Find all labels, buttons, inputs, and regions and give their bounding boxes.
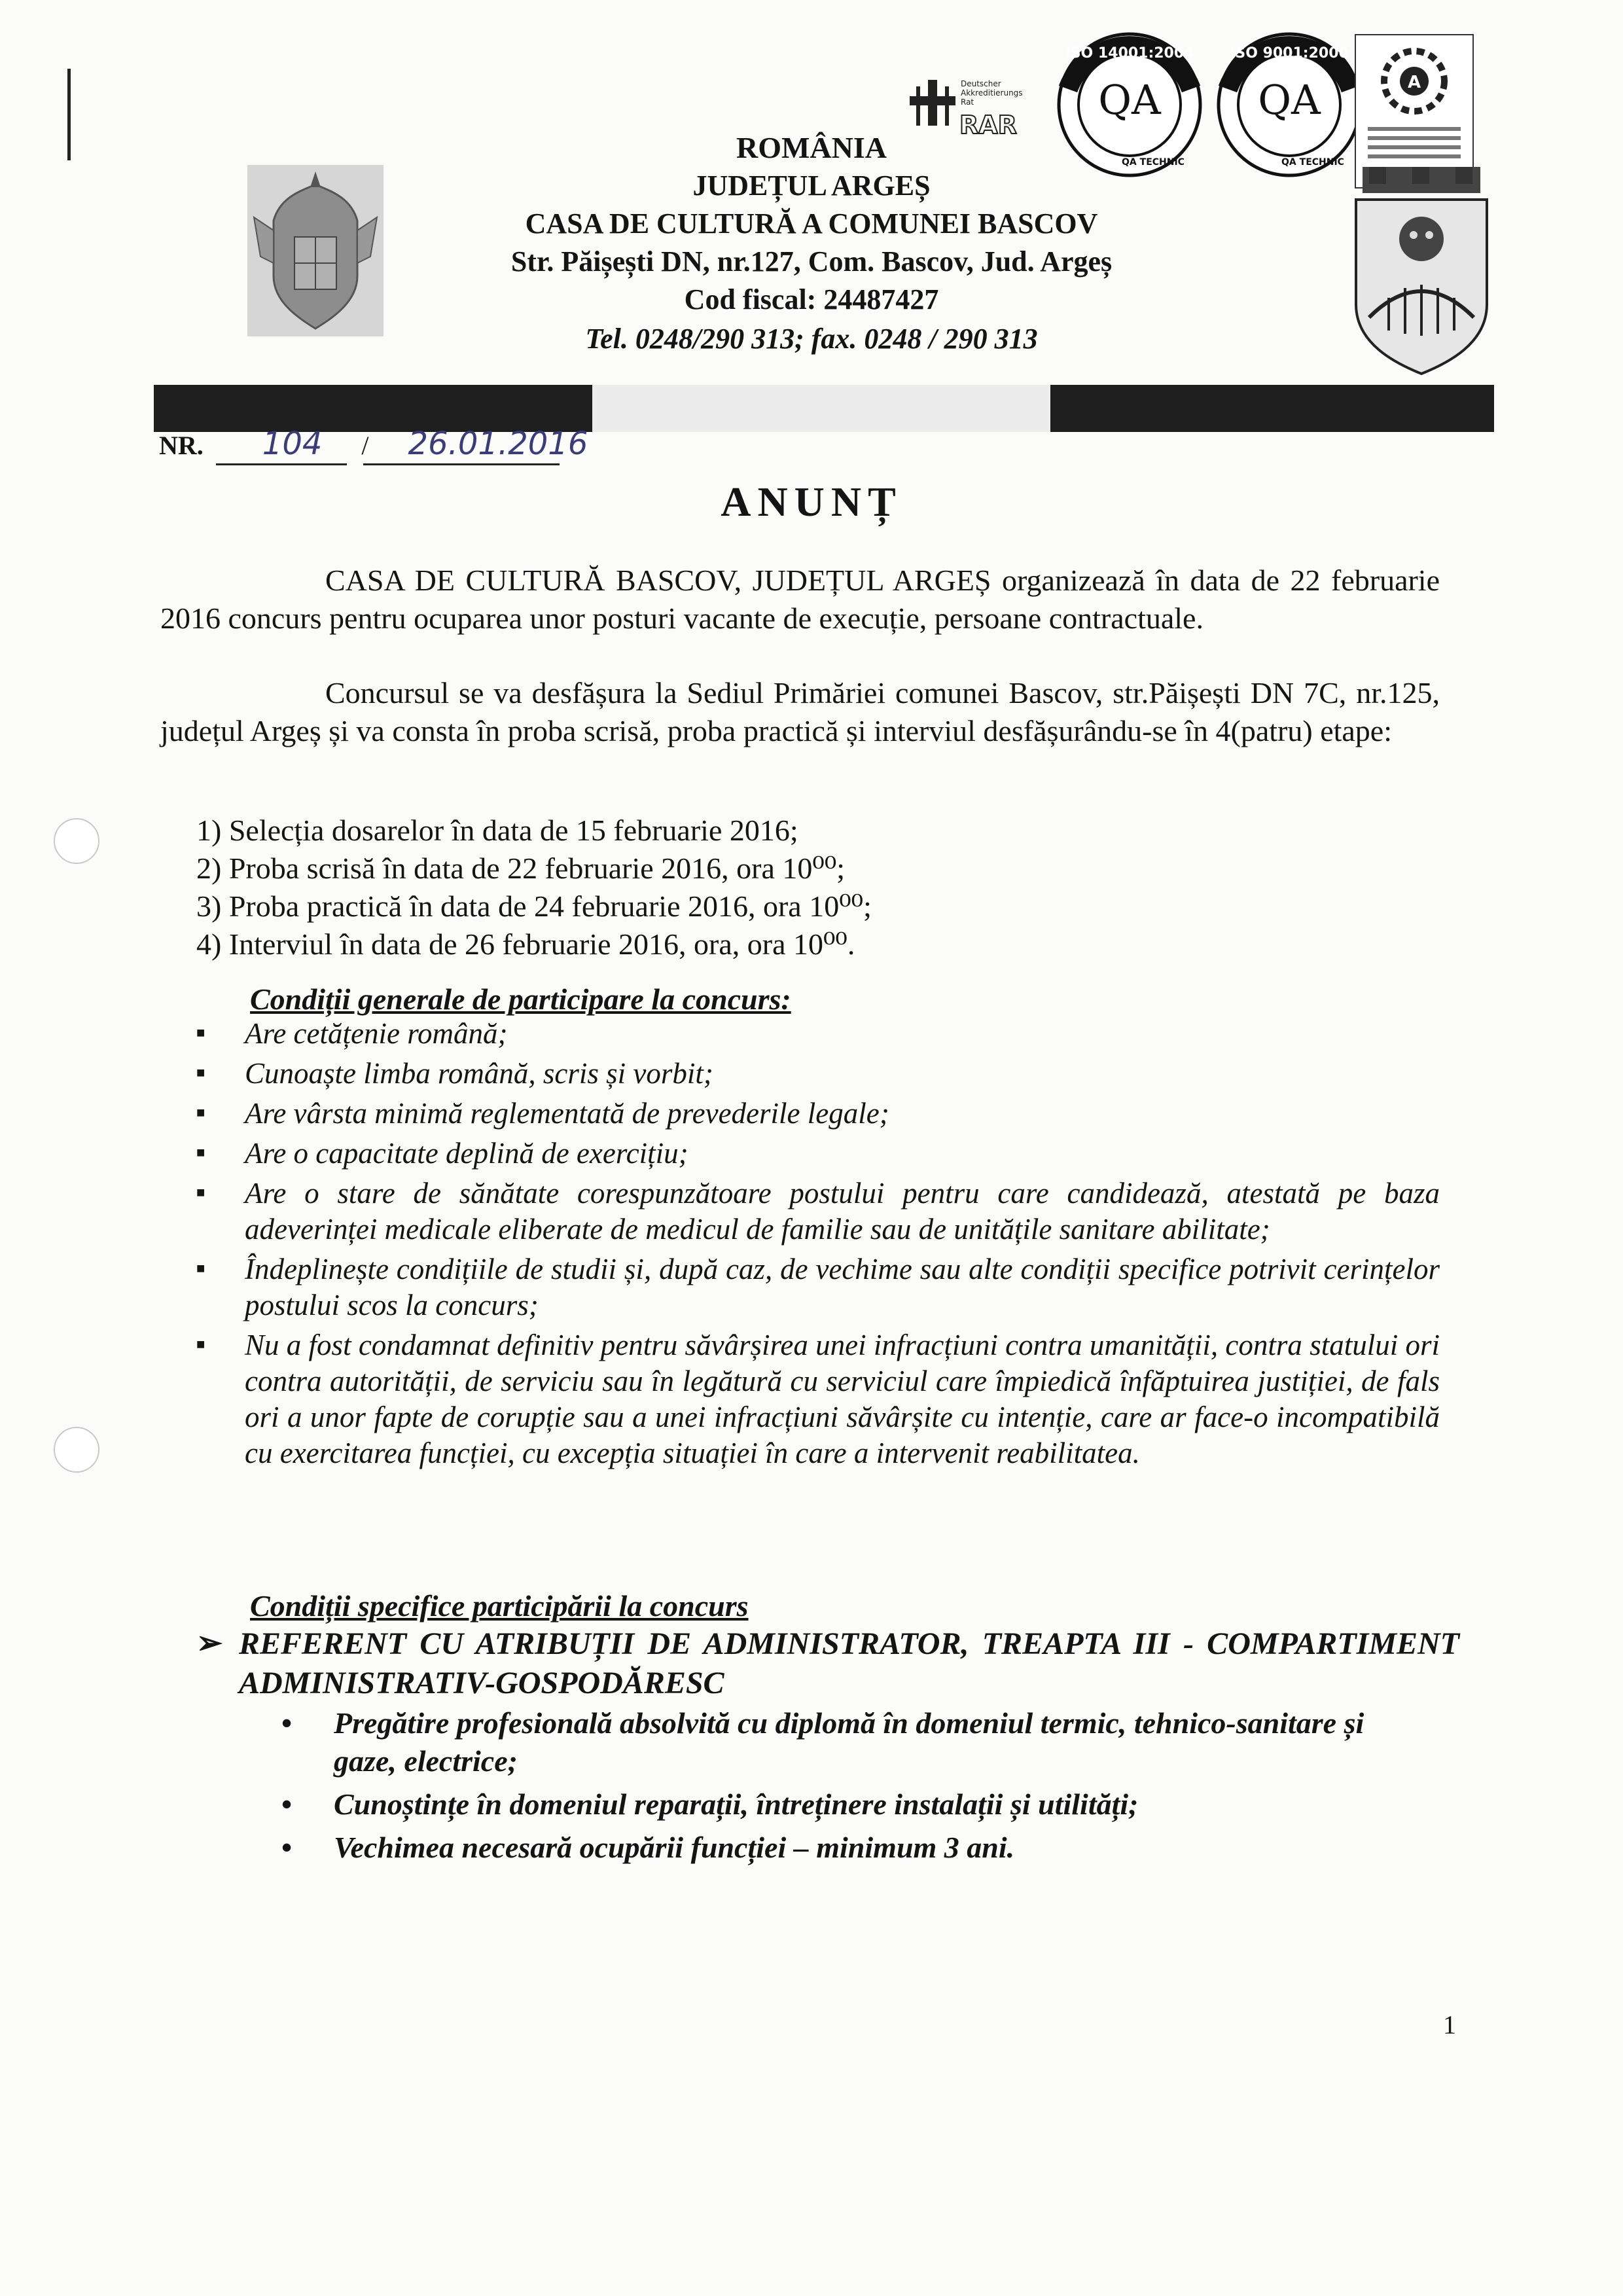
- specific-conditions-title: Condiții specifice participării la concurs: [250, 1589, 749, 1623]
- arrow-bullet-icon: ➢: [196, 1626, 223, 1660]
- punch-hole: [54, 1427, 99, 1473]
- stage-item: 1) Selecția dosarelor în data de 15 februarie 2016;: [196, 814, 798, 847]
- registration-label: NR.: [159, 431, 204, 460]
- svg-text:QA TECHNIC: QA TECHNIC: [1281, 157, 1344, 168]
- intro-paragraph-1: CASA DE CULTURĂ BASCOV, JUDEȚUL ARGEȘ organizează în data de 22 februarie 2016 concurs pentru ocuparea unor posturi vacante de execuție, persoane contractuale.: [160, 564, 1440, 635]
- condition-item: ■ Cunoaște limba română, scris și vorbit;: [196, 1056, 1440, 1092]
- stage-item: 2) Proba scrisă în data de 22 februarie 2016, ora 10⁰⁰;: [196, 852, 846, 885]
- svg-text:QA: QA: [1258, 76, 1321, 124]
- requirement-item: • Vechimea necesară ocupării funcției – minimum 3 ani.: [281, 1829, 1433, 1867]
- header-address: Str. Păișești DN, nr.127, Com. Bascov, Jud. Argeș: [510, 245, 1113, 278]
- requirement-item: • Cunoștințe în domeniul reparații, întreținere instalații și utilități;: [281, 1785, 1433, 1823]
- condition-item: ■ Are o capacitate deplină de exercițiu;: [196, 1136, 1440, 1172]
- header-institution: CASA DE CULTURĂ A COMUNEI BASCOV: [525, 207, 1098, 240]
- intro-paragraph-2: Concursul se va desfășura la Sediul Primăriei comunei Bascov, str.Păișești DN 7C, nr.125, județul Argeș și va consta în proba scrisă, proba practică și interviul desfășurându-se în 4(patru) etape:: [160, 676, 1440, 747]
- requirement-item: • Pregătire profesională absolvită cu diplomă în domeniul termic, tehnico-sanitare și gaze, electrice;: [281, 1704, 1433, 1780]
- document-title: ANUNȚ: [721, 478, 902, 525]
- punch-hole: [54, 818, 99, 864]
- page-number: 1: [1443, 2010, 1456, 2039]
- requirements-list: [281, 1704, 1433, 1872]
- svg-text:ISO 14001:2004: ISO 14001:2004: [1065, 45, 1194, 62]
- condition-item: ■ Are cetățenie română;: [196, 1016, 1440, 1052]
- general-conditions-list: [196, 1016, 1440, 1475]
- registration-number: [159, 425, 588, 462]
- condition-item: ■ Are vârsta minimă reglementată de prevederile legale;: [196, 1096, 1440, 1132]
- svg-text:RAR: RAR: [959, 111, 1017, 139]
- registration-date: 26.01.2016: [408, 425, 588, 462]
- registration-separator: /: [361, 431, 369, 460]
- stage-item: 4) Interviul în data de 26 februarie 2016, ora, ora 10⁰⁰.: [196, 927, 855, 961]
- svg-text:QA TECHNIC: QA TECHNIC: [1122, 157, 1185, 168]
- svg-text:ISO 9001:2000: ISO 9001:2000: [1230, 45, 1349, 62]
- header-divider-gap: [592, 385, 1050, 432]
- header-fiscal-code: Cod fiscal: 24487427: [684, 283, 939, 315]
- position-title: REFERENT CU ATRIBUȚII DE ADMINISTRATOR, TREAPTA III - COMPARTIMENT ADMINISTRATIV-GOSPODĂRESC: [239, 1626, 1459, 1700]
- svg-text:QA: QA: [1098, 76, 1161, 124]
- number-underline: [216, 463, 347, 465]
- condition-item: ■ Nu a fost condamnat definitiv pentru săvârșirea unei infracțiuni contra umanității, contra statului ori contra autorității, de serviciu sau în legătură cu serviciul care împiedică înfăptuirea justiției, de fals ori a unor fapte de corupție sau a unei infracțiuni săvârșite cu intenție, care ar face-o incompatibilă cu exercitarea funcției, cu excepția situației în care a intervenit reabilitatea.: [196, 1327, 1440, 1471]
- header-county: JUDEȚUL ARGEȘ: [692, 170, 931, 202]
- general-conditions-title: Condiții generale de participare la concurs:: [250, 982, 791, 1016]
- condition-item: ■ Îndeplinește condițiile de studii și, după caz, de vechime sau alte condiții specifice potrivit cerințelor postului scos la concurs;: [196, 1251, 1440, 1323]
- svg-text:Rat: Rat: [961, 98, 974, 107]
- stage-list: [196, 812, 872, 963]
- svg-text:A: A: [1407, 73, 1421, 92]
- header-contact: Tel. 0248/290 313; fax. 0248 / 290 313: [585, 323, 1038, 355]
- date-underline: [363, 463, 560, 465]
- condition-item: ■ Are o stare de sănătate corespunzătoare postului pentru care candidează, atestată pe baza adeverinței medicale eliberate de medicul de familie sau de unitățile sanitare abilitate;: [196, 1175, 1440, 1247]
- accreditation-text: Deutscher: [961, 79, 1001, 88]
- svg-text:Akkreditierungs: Akkreditierungs: [961, 88, 1023, 98]
- stage-item: 3) Proba practică în data de 24 februarie 2016, ora 10⁰⁰;: [196, 889, 872, 923]
- registration-number-value: 104: [262, 425, 323, 462]
- header-country: ROMÂNIA: [736, 131, 887, 164]
